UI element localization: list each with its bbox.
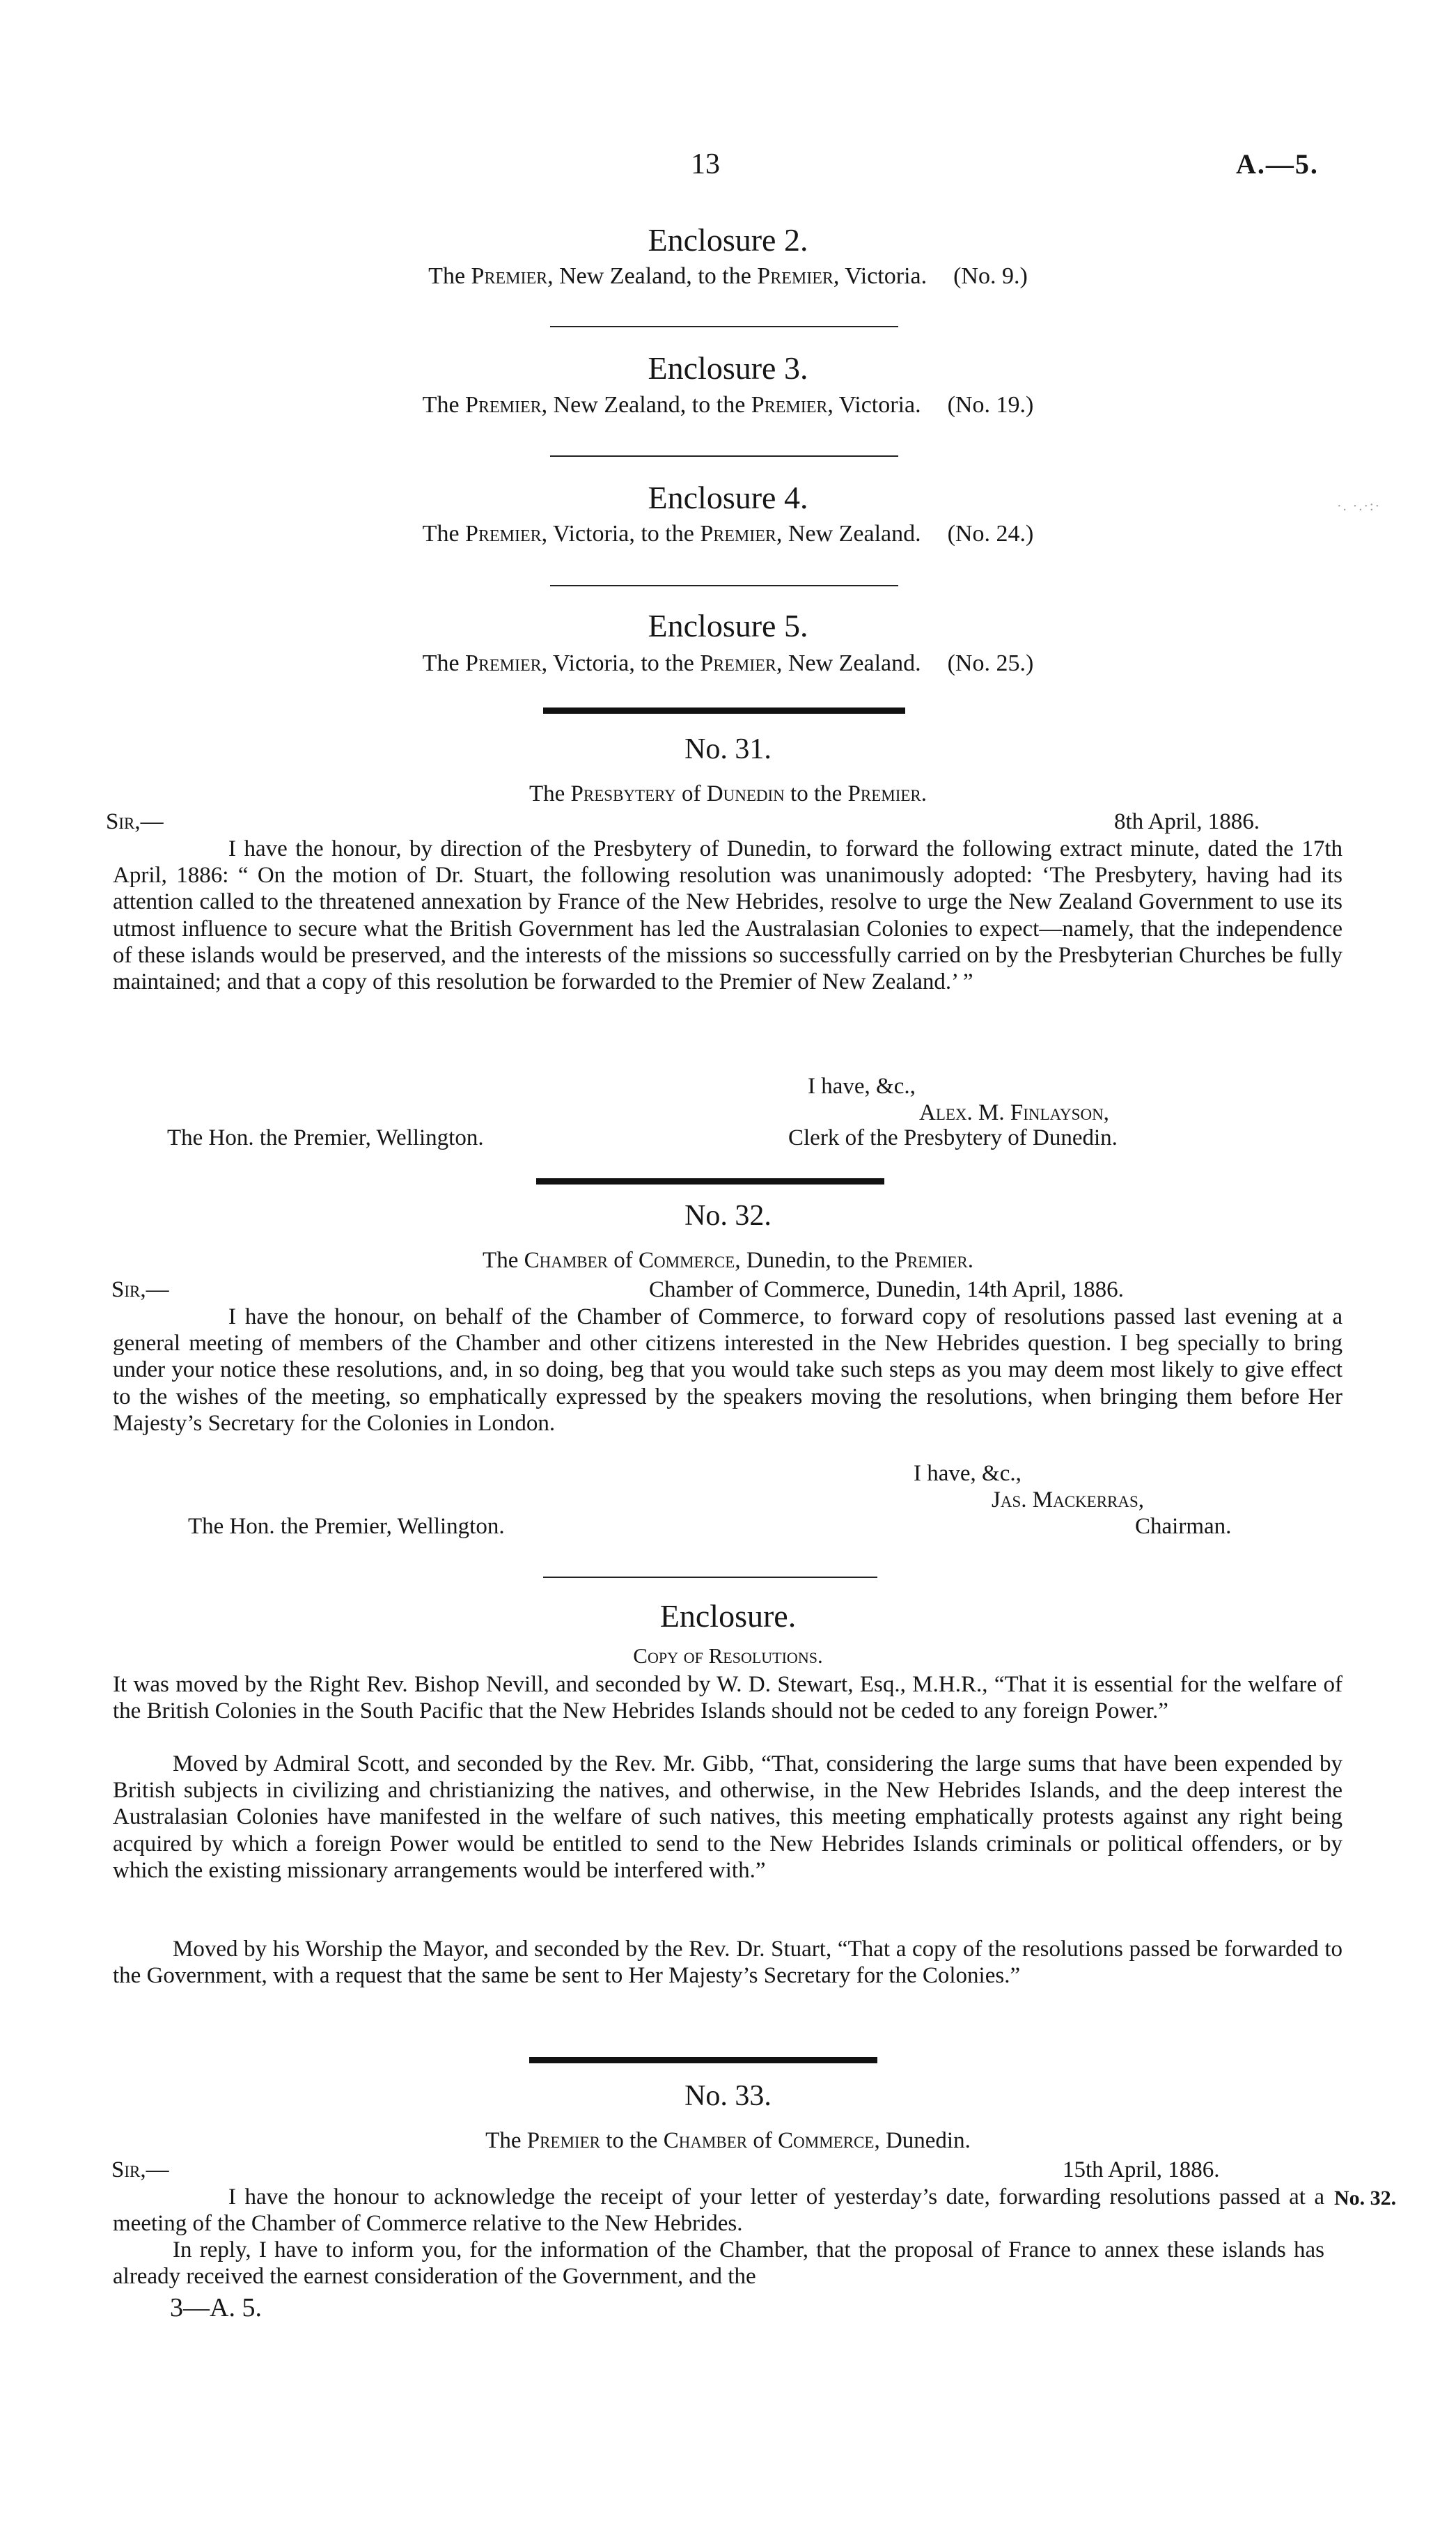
section-divider (543, 708, 905, 714)
enclosure-2-line: The Premier, New Zealand, to the Premier, Victoria. (No. 9.) (428, 263, 1028, 289)
no32-title: No. 32. (684, 1200, 772, 1232)
no33-body-paragraph-1: I have the honour to acknowledge the receipt of your letter of yesterday’s date, forwarding resolutions passed at a meeting of the Chamber of Commerce relative to the New Hebrides. (113, 2184, 1324, 2237)
no32-salutation: Sir,— (111, 1277, 169, 1302)
no32-subtitle: The Chamber of Commerce, Dunedin, to the Premier. (483, 1248, 973, 1273)
divider (550, 585, 898, 586)
enclosure-3-title: Enclosure 3. (648, 350, 808, 386)
enclosure-3-line: The Premier, New Zealand, to the Premier, Victoria. (No. 19.) (422, 392, 1034, 418)
resolution-paragraph-3: Moved by his Worship the Mayor, and seconded by the Rev. Dr. Stuart, “That a copy of the resolutions passed be forwarded to the Government, with a request that the same be sent to Her Majesty’s Secretary for the Colonies.” (113, 1937, 1343, 1989)
page-number: 13 (691, 148, 720, 180)
section-divider (529, 2057, 877, 2063)
no32-closing: I have, &c., (914, 1461, 1021, 1486)
no33-salutation: Sir,— (111, 2157, 169, 2182)
paper-reference: A.—5. (1236, 148, 1319, 180)
enclosure-4-title: Enclosure 4. (648, 480, 808, 515)
enclosure-5-title: Enclosure 5. (648, 608, 808, 643)
divider (550, 455, 898, 457)
no31-subtitle: The Presbytery of Dunedin to the Premier. (529, 781, 927, 806)
no33-body-paragraph-2: In reply, I have to inform you, for the information of the Chamber, that the proposal of France to annex these islands has already received the earnest consideration of the Government, and the (113, 2237, 1324, 2290)
no31-signatory-title: Clerk of the Presbytery of Dunedin. (788, 1125, 1118, 1150)
no31-salutation: Sir,— (106, 809, 164, 834)
no31-date: 8th April, 1886. (1114, 809, 1260, 834)
section-divider (536, 1178, 884, 1185)
scan-speckle: ·. ·.·:· (1337, 499, 1381, 514)
resolution-paragraph-2: Moved by Admiral Scott, and seconded by the Rev. Mr. Gibb, “That, considering the large sums that have been expended by British subjects in civilizing and christianizing the natives, and otherwise, in the New Hebrides Islands, and the deep interest the Australasian Colonies have manifested in the welfare of such natives, this meeting emphatically protests against any right being acquired by which a foreign Power would be entitled to send to the New Hebrides Islands criminals or political offenders, or by which the existing missionary arrangements would be interfered with.” (113, 1751, 1343, 1883)
no31-addressee: The Hon. the Premier, Wellington. (167, 1125, 484, 1150)
no33-subtitle: The Premier to the Chamber of Commerce, Dunedin. (485, 2128, 971, 2153)
margin-note: No. 32. (1334, 2187, 1397, 2210)
enclosure-title: Enclosure. (659, 1598, 797, 1634)
no33-title: No. 33. (684, 2080, 772, 2112)
enclosure-subtitle: Copy of Resolutions. (633, 1643, 823, 1668)
no32-body: I have the honour, on behalf of the Chamber of Commerce, to forward copy of resolutions passed last evening at a general meeting of members of the Chamber and other citizens interested in the New Hebrides question. I beg specially to bring under your notice these resolutions, and, in so doing, beg that you would take such steps as you may deem most likely to give effect to the wishes of the meeting, so emphatically expressed by the speakers moving the resolutions, when bringing them before Her Majesty’s Secretary for the Colonies in London. (113, 1304, 1343, 1436)
no31-signatory: Alex. M. Finlayson, (919, 1100, 1109, 1125)
divider (543, 1577, 877, 1578)
no31-closing: I have, &c., (808, 1074, 916, 1099)
resolution-paragraph-1: It was moved by the Right Rev. Bishop Nevill, and seconded by W. D. Stewart, Esq., M.H.R., “That it is essential for the welfare of the British Colonies in the South Pacific that the New Hebrides Islands should not be ceded to any foreign Power.” (113, 1672, 1343, 1724)
signature-mark: 3—A. 5. (170, 2293, 262, 2322)
enclosure-5-line: The Premier, Victoria, to the Premier, New Zealand. (No. 25.) (422, 650, 1034, 676)
no31-title: No. 31. (684, 733, 772, 765)
enclosure-2-title: Enclosure 2. (648, 222, 808, 258)
enclosure-4-line: The Premier, Victoria, to the Premier, New Zealand. (No. 24.) (422, 521, 1034, 547)
no33-date: 15th April, 1886. (1063, 2157, 1220, 2182)
no32-signatory-title: Chairman. (1135, 1514, 1232, 1539)
no32-date: Chamber of Commerce, Dunedin, 14th April, 1886. (649, 1277, 1124, 1302)
divider (550, 326, 898, 327)
no32-signatory: Jas. Mackerras, (992, 1487, 1145, 1512)
no31-body: I have the honour, by direction of the Presbytery of Dunedin, to forward the following extract minute, dated the 17th April, 1886: “ On the motion of Dr. Stuart, the following resolution was unanimously adopted: ‘The Presbytery, having had its attention called to the threatened annexation by France of the New Hebrides, resolve to urge the New Zealand Government to use its utmost influence to secure what the British Government has led the Australasian Colonies to expect—namely, that the independence of these islands would be preserved, and the interests of the missions so successfully carried on by the Presbyterian Churches be fully maintained; and that a copy of this resolution be forwarded to the Premier of New Zealand.’ ” (113, 836, 1343, 995)
no32-addressee: The Hon. the Premier, Wellington. (188, 1514, 505, 1539)
